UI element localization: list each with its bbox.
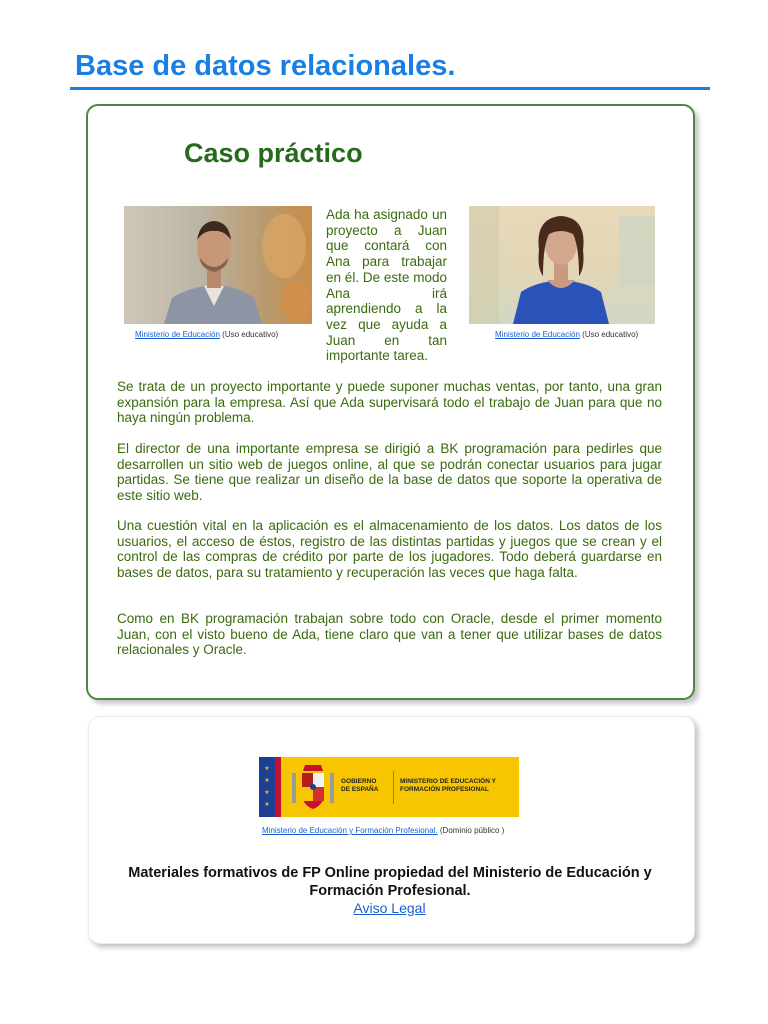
photo-juan-license: (Uso educativo): [222, 330, 279, 339]
photo-juan-credit: [135, 330, 278, 339]
gobierno-label: GOBIERNO DE ESPAÑA: [341, 778, 379, 793]
legal-link-wrap: [0, 900, 768, 916]
banner-divider: [393, 771, 394, 804]
paragraph-4: Como en BK programación trabajan sobre todo con Oracle, desde el primer momento Juan, con el visto bueno de Ada, tiene claro que van a tener que utilizar bases de datos relacionales y Oracle.: [117, 611, 662, 658]
aviso-legal-link[interactable]: Aviso Legal: [353, 900, 426, 916]
intro-text: Ada ha asignado un proyecto a Juan que contará con Ana para trabajar en él. De este modo Ana irá aprendiendo a la vez que ayuda a Juan en tan importante tarea.: [326, 207, 447, 364]
paragraph-3: Una cuestión vital en la aplicación es el almacenamiento de los datos. Los datos de los usuarios, el acceso de éstos, registro de las distintas partidas y juegos que se crean y el control de las compras de crédito por parte de los jugadores. Todo deberá guardarse en bases de datos, para su tratamiento y recuperación las veces que haga falta.: [117, 518, 662, 581]
photo-juan: [124, 206, 312, 324]
paragraph-1: Se trata de un proyecto importante y puede suponer muchas ventas, por tanto, una gran expansión para la empresa. Así que Ada supervisará todo el trabajo de Juan para que no haya ningún problema.: [117, 379, 662, 426]
coat-of-arms-icon: [290, 763, 336, 811]
title-divider: [70, 87, 710, 90]
government-logo-banner: [259, 757, 519, 817]
banner-credit: [262, 826, 504, 835]
ministerio-label: MINISTERIO DE EDUCACIÓN Y FORMACIÓN PROFESIONAL: [400, 778, 496, 793]
spain-flag-strip: [275, 757, 281, 817]
materials-ownership-text: Materiales formativos de FP Online propiedad del Ministerio de Educación y Formación Profesional.: [128, 865, 652, 899]
photo-ana-credit-link[interactable]: Ministerio de Educación: [495, 330, 580, 339]
case-heading: Caso práctico: [184, 138, 363, 168]
photo-ana: [469, 206, 655, 324]
eu-stars-icon: ★ ★ ★ ★: [264, 766, 270, 808]
photo-ana-license: (Uso educativo): [582, 330, 639, 339]
photo-ana-credit: [495, 330, 638, 339]
paragraph-2: El director de una importante empresa se dirigió a BK programación para pedirles que desarrollen un sitio web de juegos online, al que se podrán conectar usuarios para jugar partidas. Se tiene que realizar un diseño de la base de datos que soporte la operativa de este sitio web.: [117, 441, 662, 504]
photo-juan-credit-link[interactable]: Ministerio de Educación: [135, 330, 220, 339]
banner-credit-license: (Dominio público ): [439, 826, 505, 835]
banner-credit-link[interactable]: Ministerio de Educación y Formación Profesional.: [262, 826, 438, 835]
page-title: Base de datos relacionales.: [75, 50, 456, 82]
